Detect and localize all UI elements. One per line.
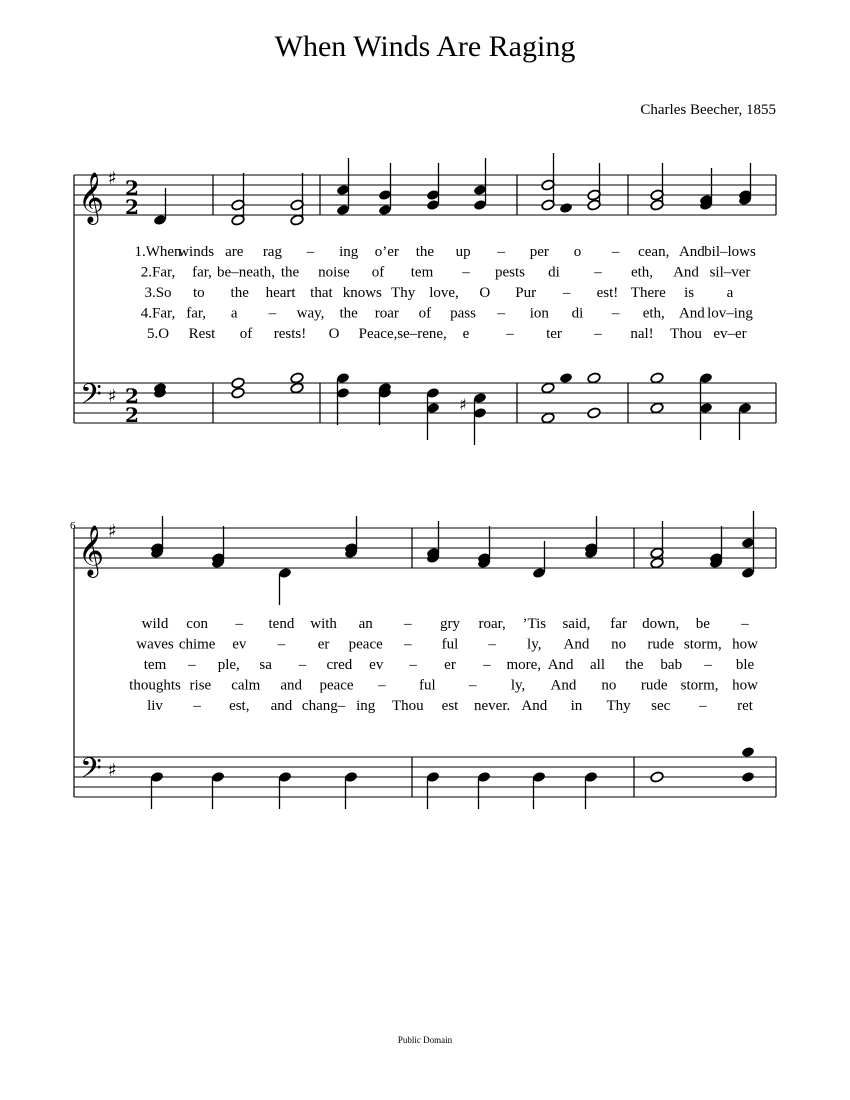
system1-lyric-syllable: 2.Far, bbox=[140, 264, 176, 281]
system1-lyric-syllable: – bbox=[611, 305, 620, 322]
system2-lyric-syllable: bab bbox=[660, 657, 683, 673]
key-sharp-icon: ♯ bbox=[108, 386, 117, 407]
system2-lyric-syllable: chang– bbox=[301, 698, 346, 714]
system2-lyric-syllable: – bbox=[188, 657, 196, 673]
system1-lyric-syllable: 1.When bbox=[134, 244, 182, 260]
system1-lyric-syllable: – bbox=[594, 326, 602, 342]
system1-lyric-syllable: ion bbox=[529, 305, 549, 322]
system1-lyric-syllable: knows bbox=[342, 285, 382, 301]
system2-lyric-syllable: – bbox=[699, 698, 707, 714]
system1-lyric-syllable: – bbox=[594, 264, 602, 281]
system1-lyric-syllable: eth, bbox=[630, 264, 654, 281]
system2-lyric-syllable: ret bbox=[737, 698, 753, 714]
system2-lyric-syllable: never. bbox=[474, 698, 511, 714]
system1-lyric-syllable: – bbox=[306, 244, 315, 260]
system1-lyric-syllable: rests! bbox=[273, 326, 307, 342]
system2-lyric-syllable: est bbox=[441, 698, 459, 714]
system2-lyric-syllable: more, bbox=[506, 657, 542, 673]
system1-lyric-syllable: – bbox=[268, 305, 277, 322]
system2-lyric-syllable: And bbox=[563, 636, 590, 653]
system1-lyric-syllable: 4.Far, bbox=[140, 305, 176, 322]
system1-lyric-syllable: that bbox=[310, 285, 333, 301]
system2-lyric-syllable: rise bbox=[189, 677, 212, 694]
system1-lyric-syllable: ing bbox=[339, 244, 359, 260]
system2-lyric-syllable: all bbox=[590, 657, 605, 673]
system2-lyric-syllable: liv bbox=[147, 698, 163, 714]
time-signature-bottom: 2 bbox=[125, 403, 139, 427]
composer-credit: Charles Beecher, 1855 bbox=[640, 102, 776, 118]
bass-clef-icon: 𝄢 bbox=[80, 378, 102, 418]
half-notehead bbox=[587, 407, 601, 419]
system1-lyric-syllable: Thy bbox=[391, 285, 416, 301]
system1-lyric-syllable: o’er bbox=[374, 244, 399, 260]
system1-lyric-syllable: are bbox=[225, 244, 244, 260]
system1-lyric-syllable: noise bbox=[318, 264, 350, 281]
system1-lyric-syllable: roar bbox=[374, 305, 399, 322]
system1-lyric-syllable: nal! bbox=[630, 326, 654, 342]
system2-lyric-syllable: ly, bbox=[527, 636, 542, 653]
measure-number: 6 bbox=[70, 520, 76, 532]
half-notehead bbox=[231, 377, 245, 389]
treble-clef-icon: 𝄞 bbox=[78, 172, 105, 223]
system2-lyric-syllable: – bbox=[298, 657, 307, 673]
system2-lyric-syllable: rude bbox=[640, 677, 668, 694]
system2-lyric-syllable: calm bbox=[231, 677, 261, 694]
system1-lyric-syllable: pass bbox=[450, 305, 476, 322]
system2-lyric-syllable: sa bbox=[259, 657, 272, 673]
system2-lyric-syllable: – bbox=[483, 657, 491, 673]
system2-lyric-syllable: chime bbox=[178, 636, 216, 653]
system1-lyric-syllable: cean, bbox=[638, 244, 670, 260]
system2-lyric-syllable: no bbox=[611, 636, 627, 653]
system1-lyric-syllable: 5.O bbox=[146, 326, 170, 342]
half-notehead bbox=[650, 402, 664, 414]
system2-lyric-syllable: with bbox=[310, 616, 337, 632]
system1-lyric-syllable: sil–ver bbox=[709, 264, 751, 281]
system2-lyric-syllable: – bbox=[235, 616, 244, 632]
system2-lyric-syllable: – bbox=[741, 616, 749, 632]
system1-lyric-syllable: winds bbox=[178, 244, 215, 260]
system2-lyric-syllable: ing bbox=[356, 698, 376, 714]
half-notehead bbox=[650, 771, 664, 783]
system2-lyric-syllable: an bbox=[358, 616, 373, 632]
system1-lyric-syllable: There bbox=[630, 285, 666, 301]
system1-lyric-syllable: up bbox=[455, 244, 471, 260]
system2-lyric-syllable: in bbox=[570, 698, 583, 714]
system1-lyric-syllable: And bbox=[678, 244, 705, 260]
system2-lyric-syllable: – bbox=[277, 636, 286, 653]
system1-lyric-syllable: of bbox=[371, 264, 385, 281]
quarter-notehead bbox=[559, 202, 573, 214]
system1-lyric-syllable: Pur bbox=[515, 285, 537, 301]
half-notehead bbox=[650, 372, 664, 384]
quarter-notehead bbox=[559, 372, 573, 384]
system1-lyric-syllable: est! bbox=[596, 285, 619, 301]
system2-lyric-syllable: er bbox=[444, 657, 456, 673]
system1-lyric-syllable: ter bbox=[546, 326, 562, 342]
system1-lyric-syllable: And bbox=[678, 305, 705, 322]
quarter-notehead bbox=[741, 771, 755, 783]
system1-lyric-syllable: di bbox=[571, 305, 584, 322]
system2-lyric-syllable: storm, bbox=[680, 677, 719, 694]
system2-lyric-syllable: – bbox=[193, 698, 201, 714]
system1-lyric-syllable: way, bbox=[296, 305, 325, 322]
system1-lyric-syllable: o bbox=[573, 244, 582, 260]
system2-lyric-syllable: – bbox=[468, 677, 477, 694]
system2-lyric-syllable: ev bbox=[232, 636, 247, 653]
copyright-footer: Public Domain bbox=[397, 1035, 453, 1045]
system2-lyric-syllable: est, bbox=[229, 698, 250, 714]
time-signature-top: 2 bbox=[125, 176, 139, 200]
system2-lyric-syllable: – bbox=[378, 677, 386, 694]
system2-lyric-syllable: be bbox=[695, 616, 710, 632]
system1-lyric-syllable: pests bbox=[495, 264, 525, 281]
system1-lyric-syllable: bil–lows bbox=[704, 244, 756, 260]
system2-lyric-syllable: – bbox=[404, 616, 412, 632]
half-notehead bbox=[587, 372, 601, 384]
system2-lyric-syllable: Thou bbox=[392, 698, 424, 714]
system2-lyric-syllable: And bbox=[547, 657, 574, 673]
system1-lyric-syllable: to bbox=[193, 285, 205, 301]
system2-lyric-syllable: And bbox=[521, 698, 548, 714]
system1-lyric-syllable: rag bbox=[262, 244, 282, 260]
system2-lyric-syllable: ful bbox=[441, 636, 459, 653]
system1-lyric-syllable: be–neath, bbox=[217, 264, 275, 281]
system1-lyric-syllable: – bbox=[462, 264, 470, 281]
system2-lyric-syllable: tem bbox=[143, 657, 167, 673]
system1-lyric-syllable: And bbox=[673, 264, 699, 281]
system1-lyric-syllable: – bbox=[611, 244, 620, 260]
system2-lyric-syllable: sec bbox=[651, 698, 671, 714]
system1-lyric-syllable: – bbox=[497, 244, 505, 260]
system2-lyric-syllable: wild bbox=[141, 616, 169, 632]
system2-lyric-syllable: said, bbox=[562, 616, 591, 632]
key-sharp-icon: ♯ bbox=[108, 760, 117, 781]
system2-lyric-syllable: ble bbox=[735, 657, 755, 673]
system1-lyric-syllable: e bbox=[462, 326, 470, 342]
key-sharp-icon: ♯ bbox=[108, 168, 117, 189]
system1-lyric-syllable: the bbox=[280, 264, 300, 281]
system2-lyric-syllable: peace bbox=[348, 636, 383, 653]
system2-lyric-syllable: storm, bbox=[683, 636, 722, 653]
system1-lyric-syllable: the bbox=[230, 285, 249, 301]
system2-lyric-syllable: and bbox=[280, 677, 302, 694]
system1-lyric-syllable: per bbox=[529, 244, 549, 260]
system2-lyric-syllable: ev bbox=[369, 657, 384, 673]
system1-lyric-syllable: love, bbox=[429, 285, 459, 301]
system1-lyric-syllable: a bbox=[230, 305, 238, 322]
system1-lyric-syllable: far, bbox=[186, 305, 207, 322]
system2-lyric-syllable: And bbox=[550, 677, 577, 694]
system1-lyric-syllable: of bbox=[418, 305, 432, 322]
system2-lyric-syllable: down, bbox=[642, 616, 680, 632]
system1-lyric-syllable: of bbox=[239, 326, 253, 342]
system1-lyric-syllable: a bbox=[726, 285, 734, 301]
system2-lyric-syllable: no bbox=[601, 677, 617, 694]
accidental-sharp-icon: ♯ bbox=[459, 395, 467, 414]
system1-lyric-syllable: ev–er bbox=[713, 326, 747, 342]
system2-lyric-syllable: gry bbox=[440, 616, 460, 632]
system1-lyric-syllable: is bbox=[684, 285, 695, 301]
half-notehead bbox=[231, 387, 245, 399]
bass-clef-icon: 𝄢 bbox=[80, 752, 102, 792]
system2-lyric-syllable: and bbox=[270, 698, 293, 714]
system2-lyric-syllable: cred bbox=[326, 657, 353, 673]
system1-lyric-syllable: – bbox=[497, 305, 505, 322]
half-notehead bbox=[541, 412, 555, 424]
system2-lyric-syllable: rude bbox=[647, 636, 675, 653]
time-signature-top: 2 bbox=[125, 384, 139, 408]
system2-lyric-syllable: ple, bbox=[217, 657, 240, 673]
system2-lyric-syllable: – bbox=[488, 636, 496, 653]
system2-lyric-syllable: ful bbox=[418, 677, 436, 694]
time-signature-bottom: 2 bbox=[125, 195, 139, 219]
system1-lyric-syllable: Rest bbox=[188, 326, 216, 342]
system2-lyric-syllable: far bbox=[610, 616, 627, 632]
system1-lyric-syllable: tem bbox=[410, 264, 434, 281]
system1-lyric-syllable: the bbox=[339, 305, 358, 322]
system1-lyric-syllable: lov–ing bbox=[707, 305, 753, 322]
system2-lyric-syllable: ly, bbox=[510, 677, 526, 694]
system2-lyric-syllable: tend bbox=[268, 616, 295, 632]
system2-lyric-syllable: the bbox=[625, 657, 644, 673]
key-sharp-icon: ♯ bbox=[108, 521, 117, 542]
half-notehead bbox=[290, 382, 304, 394]
system1-lyric-syllable: Peace, bbox=[358, 326, 398, 342]
system1-lyric-syllable: the bbox=[415, 244, 435, 260]
system1-lyric-syllable: – bbox=[562, 285, 571, 301]
system1-lyric-syllable: heart bbox=[265, 285, 296, 301]
system2-lyric-syllable: – bbox=[409, 657, 417, 673]
system2-lyric-syllable: how bbox=[732, 636, 758, 653]
treble-clef-icon: 𝄞 bbox=[78, 525, 105, 576]
system1-lyric-syllable: 3.So bbox=[144, 285, 172, 301]
system1-lyric-syllable: – bbox=[506, 326, 514, 342]
system1-lyric-syllable: eth, bbox=[642, 305, 665, 322]
system2-lyric-syllable: waves bbox=[136, 636, 174, 653]
system2-lyric-syllable: thoughts bbox=[129, 677, 181, 694]
system2-lyric-syllable: er bbox=[317, 636, 330, 653]
system2-lyric-syllable: – bbox=[704, 657, 712, 673]
system2-lyric-syllable: – bbox=[404, 636, 412, 653]
system1-lyric-syllable: Thou bbox=[670, 326, 702, 342]
system2-lyric-syllable: how bbox=[732, 677, 758, 694]
system1-lyric-syllable: di bbox=[548, 264, 560, 281]
half-notehead bbox=[541, 382, 555, 394]
system2-lyric-syllable: roar, bbox=[478, 616, 506, 632]
system2-lyric-syllable: con bbox=[186, 616, 208, 632]
quarter-notehead bbox=[741, 746, 755, 758]
system2-lyric-syllable: ’Tis bbox=[522, 616, 547, 632]
system2-lyric-syllable: Thy bbox=[606, 698, 631, 714]
page-title: When Winds Are Raging bbox=[274, 30, 576, 63]
system1-lyric-syllable: se–rene, bbox=[397, 326, 447, 342]
half-notehead bbox=[290, 372, 304, 384]
system1-lyric-syllable: far, bbox=[192, 264, 212, 281]
system2-lyric-syllable: peace bbox=[319, 677, 354, 694]
system1-lyric-syllable: O bbox=[328, 326, 340, 342]
system1-lyric-syllable: O bbox=[479, 285, 491, 301]
